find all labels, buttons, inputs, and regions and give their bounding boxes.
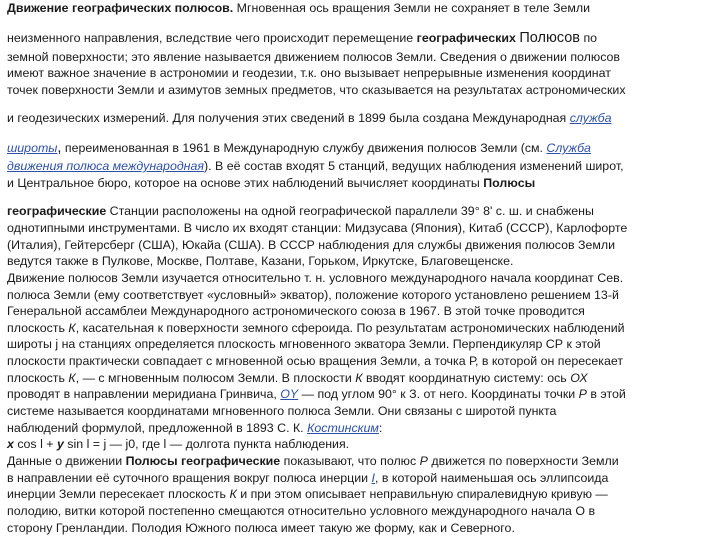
- text-line: Данные о движении Полюсы географические показывают, что полюс Р движется по поверхности Земли: [7, 454, 619, 468]
- text-line: ведутся также в Пулкове, Москве, Полтаве, Казани, Горьком, Иркутске, Благовещенске.: [7, 254, 514, 268]
- text-line: и геодезических измерений. Для получения этих сведений в 1899 была создана Международная служба: [7, 111, 612, 125]
- text-line: земной поверхности; это явление называется движением полюсов Земли. Сведения о движении полюсов: [7, 50, 621, 64]
- text-line: движения полюса международная). В её состав входят 5 станций, ведущих наблюдения изменений широт,: [7, 159, 624, 173]
- text-line: однотипными инструментами. В число их входят станции: Мидзусава (Япония), Китаб (СССР), Карлофорте: [7, 221, 628, 235]
- link-i[interactable]: I: [371, 471, 375, 485]
- text-line: широты, переименованная в 1961 в Международную службу движения полюсов Земли (см. Служба: [7, 140, 591, 156]
- text-line: (Италия), Гейтерсберг (США), Юкайа (США). В СССР наблюдения для службы движения полюсов Земли: [7, 238, 616, 252]
- text-line: полодию, витки которой постепенно смещаются относительно условного международного начала О в: [7, 504, 596, 518]
- text-line: плоскость К, — с мгновенным полюсом Земли. В плоскости К вводят координатную систему: ось ОХ: [7, 371, 588, 385]
- text-line: неизменного направления, вследствие чего происходит перемещение географических Полюсов по: [7, 30, 598, 46]
- text-line: Генеральной ассамблеи Международного астрономического союза в 1967. В этой точке проводится: [7, 304, 585, 318]
- link-sluzhba-shiroty-cont[interactable]: широты: [7, 141, 58, 155]
- text-line: имеют важное значение в астрономии и геодезии, т.к. оно вызывает непрерывные изменения координат: [7, 66, 611, 80]
- link-sluzhba-dvizheniya[interactable]: Служба: [546, 141, 591, 155]
- formula-line: х cos l + у sin l = j — j0, где l — долгота пункта наблюдения.: [7, 437, 350, 451]
- text-line: географические Станции расположены на одной географической параллели 39° 8' с. ш. и снабжены: [7, 204, 594, 218]
- text-line: широты j на станциях определяется плоскость мгновенного экватора Земли. Перпендикуляр СР к этой: [7, 337, 601, 351]
- text-line: плоскости практически совпадает с мгновенной осью вращения Земли, а точка Р, в которой он пересекает: [7, 354, 624, 368]
- text-line: Движение полюсов Земли изучается относительно т. н. условного международного начала координат Сев.: [7, 271, 624, 285]
- text-line: плоскость К, касательная к поверхности земного сфероида. По результатам астрономических наблюдений: [7, 321, 625, 335]
- article-heading: Движение географических полюсов.: [7, 1, 234, 15]
- text-line: наблюдений формулой, предложенной в 1893 С. К. Костинским:: [7, 421, 383, 435]
- link-kostinsky[interactable]: Костинским: [307, 421, 379, 435]
- text-line: полюса Земли (ему соответствует «условный» экватор), положение которого установлено решением 13-й: [7, 288, 619, 302]
- text-line: сторону Гренландии. Полодия Южного полюса имеет такую же форму, как и Северного.: [7, 521, 515, 535]
- text-line: проводят в направлении меридиана Гринвича, OY — под углом 90° к З. от него. Координаты точки Р в этой: [7, 387, 626, 401]
- text-line: в направлении её суточного вращения вокруг полюса инерции I, в которой наименьшая ось эллипсоида: [7, 471, 609, 485]
- text-line: системе называется координатами мгновенного полюса Земли. Они связаны с широтой пункта: [7, 404, 557, 418]
- text-line: инерции Земли пересекает плоскость К и при этом описывает неправильную спиралевидную кривую —: [7, 487, 608, 501]
- text-line: и Центральное бюро, которое на основе этих наблюдений вычисляет координаты Полюсы: [7, 176, 536, 190]
- link-sluzhba-shiroty[interactable]: служба: [569, 111, 612, 125]
- link-oy[interactable]: OY: [280, 387, 299, 401]
- text-line: Движение географических полюсов. Мгновенная ось вращения Земли не сохраняет в теле Земли: [7, 1, 591, 15]
- link-sluzhba-dvizheniya-cont[interactable]: движения полюса международная: [7, 159, 205, 173]
- text-line: точек поверхности Земли и азимутов земных предметов, что сказывается на результатах астрономических: [7, 83, 626, 97]
